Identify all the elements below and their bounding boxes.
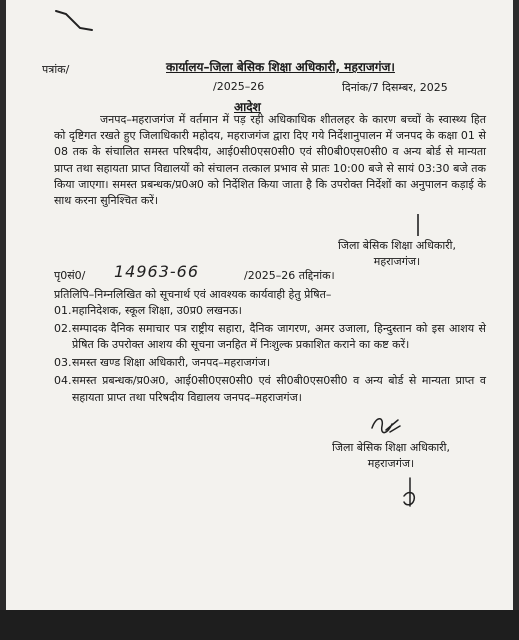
list-item-number: 02. bbox=[54, 321, 72, 335]
order-date: दिनांक/7 दिसम्बर, 2025 bbox=[342, 81, 448, 94]
list-item-text: महानिदेशक, स्कूल शिक्षा, उ0प्र0 लखनऊ। bbox=[72, 304, 242, 317]
signature-mark bbox=[406, 212, 430, 238]
handwritten-signature bbox=[368, 412, 404, 442]
order-body: जनपद–महराजगंज में वर्तमान में पड़ रही अधिकाधिक शीतलहर के कारण बच्चों के स्वास्थ्य हित को दृष्टिगत रखते हुए जिलाधिकारी महोदय, महराजगंज द्वारा दिए गये निर्देशानुपालन में जनपद के कक्षा 01 से 08 तक के संचालित समस्त परिषदीय, आई0सी0एस0सी0 एवं सी0बी0एस0सी0 व अन्य बोर्ड से मान्यता प्राप्त तथा सहायता प्राप्त विद्यालयों को संचालन तत्काल प्रभाव से प्रातः 10:00 बजे से सायं 03:30 बजे तक किया जाएगा। समस्त प्रबन्धक/प्र0अ0 को निर्देशित किया जाता है कि उपरोक्त निर्देशों का अनुपालन कड़ाई के साथ करना सुनिश्चित करें। bbox=[54, 113, 486, 208]
office-title: कार्यालय–जिला बेसिक शिक्षा अधिकारी, महराजगंज। bbox=[166, 60, 395, 74]
signatory-place: महराजगंज। bbox=[367, 457, 415, 470]
list-item bbox=[54, 321, 486, 354]
signatory-title: जिला बेसिक शिक्षा अधिकारी, bbox=[337, 239, 457, 252]
copy-year-line: /2025–26 तद्दिनांक। bbox=[244, 269, 335, 282]
list-item bbox=[54, 303, 486, 319]
patrank-label: पत्रांक/ bbox=[42, 63, 70, 76]
list-item bbox=[54, 355, 486, 371]
signatory-block-2 bbox=[310, 440, 472, 472]
copy-intro: प्रतिलिपि–निम्नलिखित को सूचनार्थ एवं आवश्यक कार्यवाही हेतु प्रेषित– bbox=[54, 288, 332, 301]
list-item-text: समस्त प्रबन्धक/प्र0अ0, आई0सी0एस0सी0 एवं सी0बी0एस0सी0 व अन्य बोर्ड से मान्यता प्राप्त व सहायता प्राप्त तथा परिषदीय विद्यालय जनपद–महराजगंज। bbox=[72, 374, 486, 404]
handwritten-puank-number: 14963-66 bbox=[114, 262, 200, 281]
list-item-number: 03. bbox=[54, 356, 72, 370]
list-item bbox=[54, 373, 486, 406]
handwritten-initials bbox=[398, 476, 424, 510]
puank-label: पृ0सं0/ bbox=[54, 269, 86, 282]
signatory-block-1 bbox=[322, 238, 472, 270]
corner-pen-mark bbox=[54, 8, 94, 32]
signatory-place: महराजगंज। bbox=[373, 255, 421, 268]
document-page bbox=[6, 0, 513, 640]
list-item-number: 01. bbox=[54, 304, 72, 317]
list-item-text: सम्पादक दैनिक समाचार पत्र राष्ट्रीय सहारा, दैनिक जागरण, अमर उजाला, हिन्दुस्तान को इस आशय से प्रेषित कि उपरोक्त आशय की सूचना जनहित में निःशुल्क प्रकाशित कराने का कष्ट करें। bbox=[72, 321, 486, 352]
copy-recipient-list bbox=[54, 303, 486, 407]
photo-border bbox=[0, 610, 519, 640]
order-heading: आदेश bbox=[234, 100, 261, 114]
signatory-title: जिला बेसिक शिक्षा अधिकारी, bbox=[331, 441, 451, 454]
reference-year: /2025–26 bbox=[213, 80, 265, 93]
list-item-number: 04. bbox=[54, 374, 72, 388]
list-item-text: समस्त खण्ड शिक्षा अधिकारी, जनपद–महराजगंज। bbox=[72, 356, 271, 370]
